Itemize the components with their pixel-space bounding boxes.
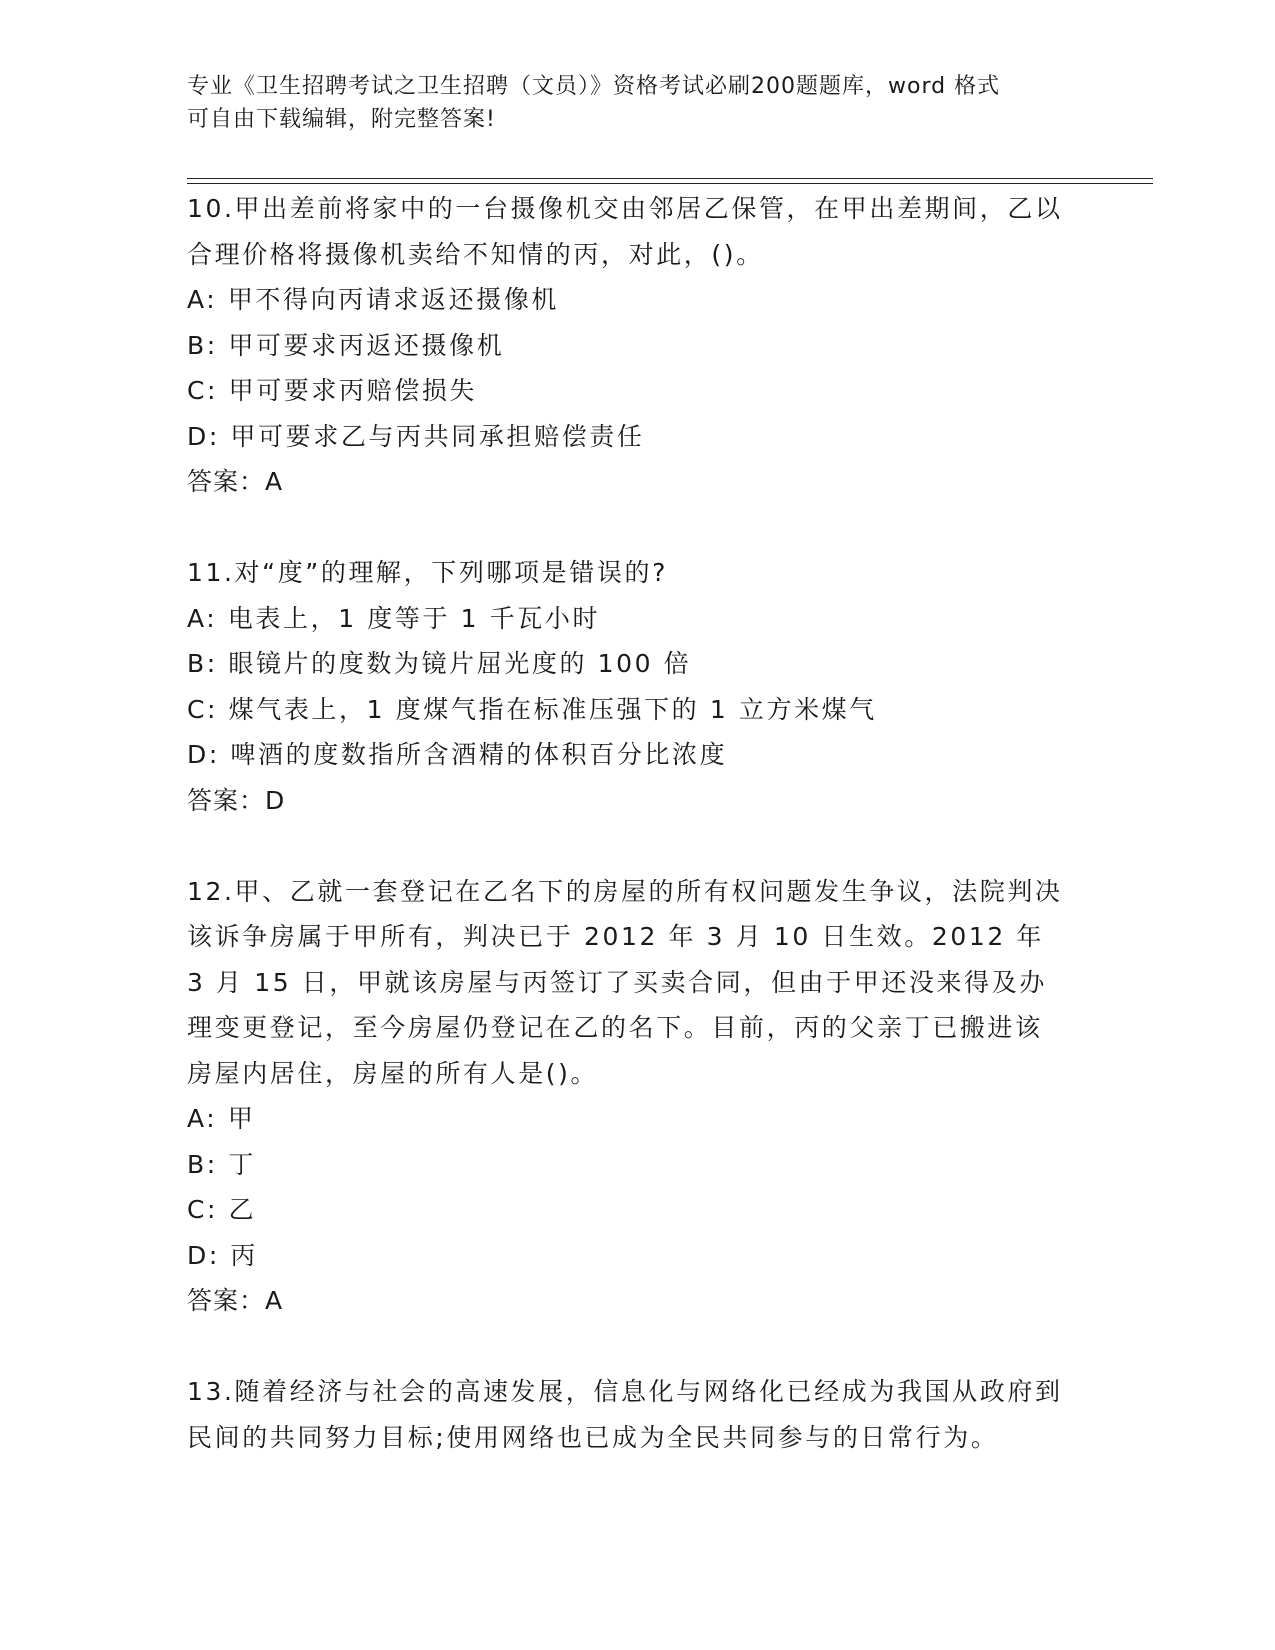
option-a: A: 甲 [187,1104,256,1133]
option-c: C: 乙 [187,1195,257,1224]
question-11 [187,550,1067,823]
answer-line: 答案：D [187,785,286,815]
option-c: C: 甲可要求丙赔偿损失 [187,376,478,405]
option-b: B: 丁 [187,1149,256,1179]
question-stem: 11.对“度”的理解，下列哪项是错误的? [187,558,668,587]
question-12 [187,869,1067,1324]
option-a: A: 甲不得向丙请求返还摄像机 [187,285,560,314]
header-line-2: 可自由下载编辑，附完整答案! [187,107,496,132]
question-stem: 13.随着经济与社会的高速发展，信息化与网络化已经成为我国从政府到民间的共同努力目标;使用网络也已成为全民共同参与的日常行为。 [187,1377,1063,1452]
option-b: B: 甲可要求丙返还摄像机 [187,330,505,360]
option-d: D: 啤酒的度数指所含酒精的体积百分比浓度 [187,740,728,769]
header-divider-top [187,178,1153,179]
answer-line: 答案：A [187,467,284,496]
option-d: D: 丙 [187,1240,259,1270]
document-header [187,70,1067,136]
answer-line: 答案：A [187,1286,284,1315]
option-d: D: 甲可要求乙与丙共同承担赔偿责任 [187,421,645,451]
option-c: C: 煤气表上，1 度煤气指在标准压强下的 1 立方米煤气 [187,694,877,724]
option-a: A: 电表上，1 度等于 1 千瓦小时 [187,603,601,633]
question-stem: 12.甲、乙就一套登记在乙名下的房屋的所有权问题发生争议，法院判决该诉争房属于甲所有，判决已于 2012 年 3 月 10 日生效。2012 年 3 月 15 日，甲就该房屋与丙签订了买卖合同，但由于甲还没来得及办理变更登记，至今房屋仍登记在乙的名下。目前，丙的父亲丁已搬进该房屋内居住，房屋的所有人是()。 [187,876,1063,1088]
question-list [187,186,1067,1506]
header-divider-bottom [187,183,1153,184]
question-13 [187,1369,1067,1460]
header-line-1: 专业《卫生招聘考试之卫生招聘（文员）》资格考试必刷200题题库，word 格式 [187,74,1001,99]
question-10 [187,186,1067,505]
option-b: B: 眼镜片的度数为镜片屈光度的 100 倍 [187,649,692,678]
question-stem: 10.甲出差前将家中的一台摄像机交由邻居乙保管，在甲出差期间，乙以合理价格将摄像机卖给不知情的丙，对此，()。 [187,194,1063,269]
